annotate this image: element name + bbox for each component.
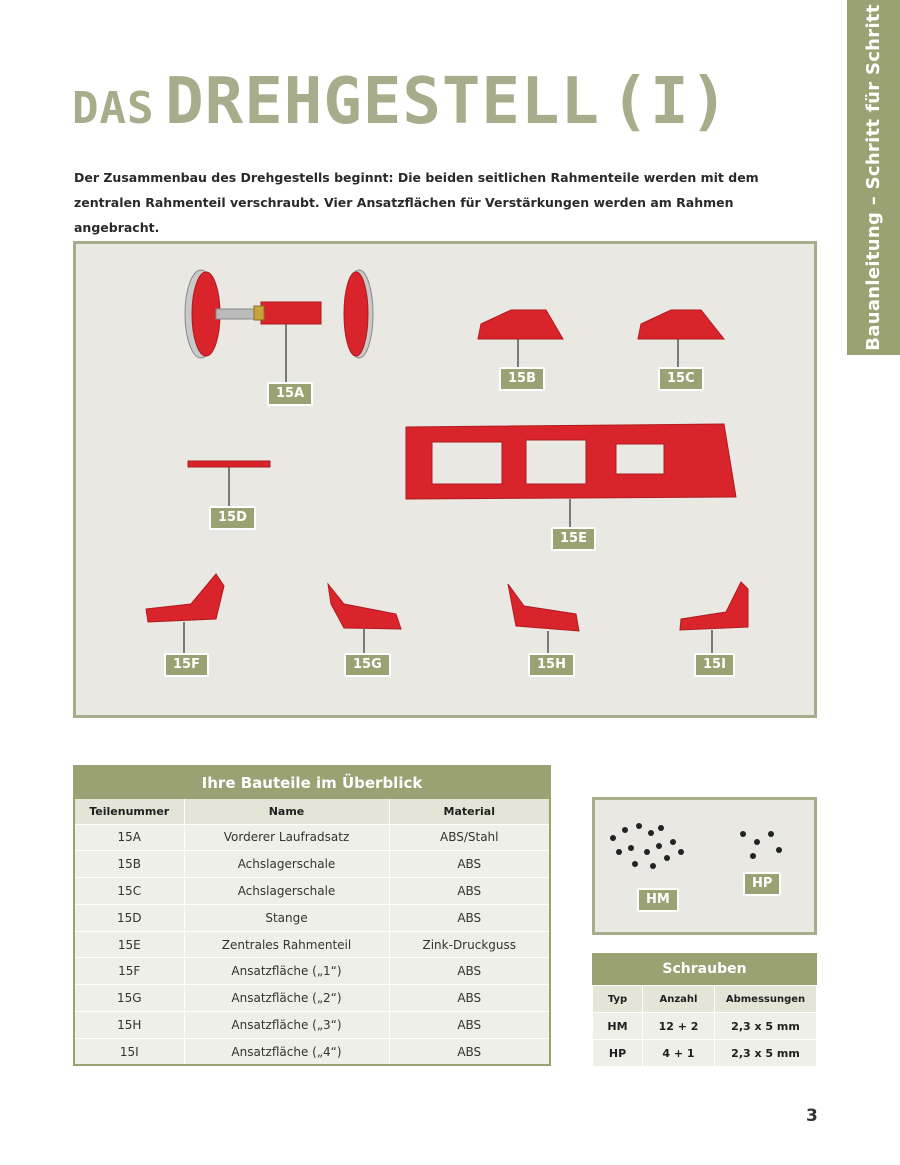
screw-label-hm: HM	[637, 888, 679, 912]
table-header-row	[593, 986, 817, 1013]
column-header-dimensions: Abmessungen	[715, 986, 817, 1013]
part-material-cell: ABS	[389, 1038, 550, 1065]
parts-illustration	[76, 244, 814, 715]
screws-table-caption: Schrauben	[592, 953, 817, 985]
table-row	[74, 985, 550, 1012]
table-row	[74, 878, 550, 905]
part-label-15d: 15D	[209, 506, 256, 530]
table-row	[74, 931, 550, 958]
intro-text: Der Zusammenbau des Drehgestells beginnt: Die beiden seitlichen Rahmenteile werden mit dem zentralen Rahmenteil verschraubt. Vier Ansatzflächen für Verstärkungen werden am Rahmen angebracht.	[74, 170, 759, 235]
screw-label-hp: HP	[743, 872, 781, 896]
table-row	[74, 958, 550, 985]
title-word-das: DAS	[72, 83, 155, 134]
part-material-cell: ABS	[389, 958, 550, 985]
title-part-number: (I)	[610, 65, 730, 139]
part-number-cell: 15I	[74, 1038, 184, 1065]
column-header-material: Material	[389, 798, 550, 824]
screw-type-cell: HM	[593, 1013, 643, 1040]
part-material-cell: ABS	[389, 985, 550, 1012]
section-tab	[847, 0, 900, 355]
table-row	[74, 1012, 550, 1039]
part-material-cell: ABS	[389, 878, 550, 905]
table-row	[593, 1013, 817, 1040]
part-name-cell: Ansatzfläche („2“)	[184, 985, 389, 1012]
part-label-15g: 15G	[344, 653, 391, 677]
part-name-cell: Achslagerschale	[184, 851, 389, 878]
part-label-15a: 15A	[267, 382, 313, 406]
part-number-cell: 15E	[74, 931, 184, 958]
part-name-cell: Zentrales Rahmenteil	[184, 931, 389, 958]
page-number: 3	[806, 1106, 818, 1126]
screws-table	[592, 953, 817, 1067]
column-header-number: Teilenummer	[74, 798, 184, 824]
part-material-cell: ABS/Stahl	[389, 824, 550, 851]
part-label-15e: 15E	[551, 527, 596, 551]
column-header-count: Anzahl	[643, 986, 715, 1013]
table-row	[74, 1038, 550, 1065]
part-name-cell: Achslagerschale	[184, 878, 389, 905]
part-name-cell: Ansatzfläche („1“)	[184, 958, 389, 985]
table-row	[74, 851, 550, 878]
part-material-cell: ABS	[389, 1012, 550, 1039]
part-material-cell: ABS	[389, 904, 550, 931]
part-number-cell: 15C	[74, 878, 184, 905]
page-title	[72, 65, 730, 139]
part-material-cell: Zink-Druckguss	[389, 931, 550, 958]
column-header-name: Name	[184, 798, 389, 824]
part-material-cell: ABS	[389, 851, 550, 878]
section-tab-label: Bauanleitung – Schritt für Schritt	[863, 4, 885, 351]
title-word-drehgestell: DREHGESTELL	[165, 65, 600, 139]
screws-illustration	[595, 800, 814, 932]
screws-photo	[592, 797, 817, 935]
screw-count-cell: 12 + 2	[643, 1013, 715, 1040]
screw-dimensions-cell: 2,3 x 5 mm	[715, 1040, 817, 1067]
part-number-cell: 15A	[74, 824, 184, 851]
table-row	[74, 824, 550, 851]
table-row	[593, 1040, 817, 1067]
parts-overview-table	[73, 765, 551, 1066]
screw-dimensions-cell: 2,3 x 5 mm	[715, 1013, 817, 1040]
table-row	[74, 904, 550, 931]
part-name-cell: Stange	[184, 904, 389, 931]
part-number-cell: 15G	[74, 985, 184, 1012]
part-number-cell: 15B	[74, 851, 184, 878]
table-header-row	[74, 798, 550, 824]
part-number-cell: 15F	[74, 958, 184, 985]
part-label-15h: 15H	[528, 653, 575, 677]
part-number-cell: 15H	[74, 1012, 184, 1039]
parts-table-caption: Ihre Bauteile im Überblick	[73, 765, 551, 797]
parts-photo	[73, 241, 817, 718]
column-header-type: Typ	[593, 986, 643, 1013]
part-label-15i: 15I	[694, 653, 735, 677]
part-name-cell: Vorderer Laufradsatz	[184, 824, 389, 851]
part-label-15f: 15F	[164, 653, 209, 677]
part-number-cell: 15D	[74, 904, 184, 931]
part-label-15c: 15C	[658, 367, 704, 391]
part-name-cell: Ansatzfläche („4“)	[184, 1038, 389, 1065]
part-name-cell: Ansatzfläche („3“)	[184, 1012, 389, 1039]
part-label-15b: 15B	[499, 367, 545, 391]
screw-count-cell: 4 + 1	[643, 1040, 715, 1067]
screw-type-cell: HP	[593, 1040, 643, 1067]
